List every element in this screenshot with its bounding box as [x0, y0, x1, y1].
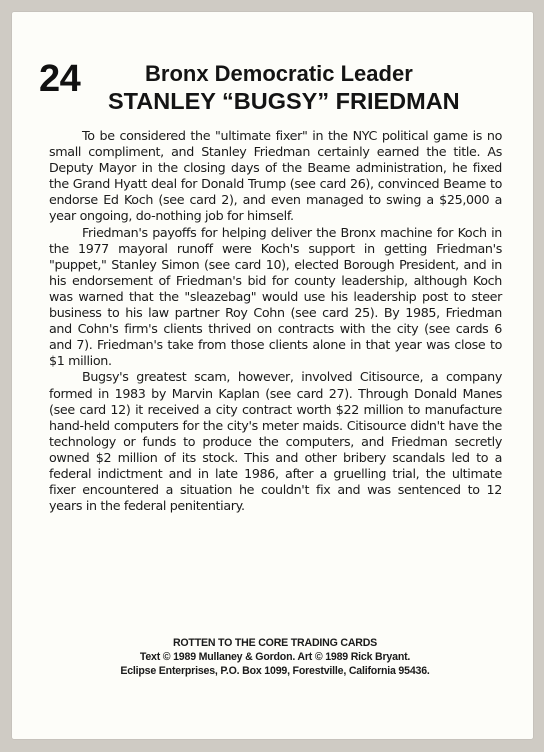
- card-body-text: [49, 128, 502, 514]
- card-subtitle: Bronx Democratic Leader: [145, 61, 413, 86]
- card-number: 24: [39, 58, 81, 100]
- body-paragraph: To be considered the "ultimate fixer" in the NYC political game is no small compliment, and Stanley Friedman certainly earned the title. As Deputy Mayor in the closing days of the Beame administration, he fixed the Grand Hyatt deal for Donald Trump (see card 26), convinced Beame to endorse Ed Koch (see card 2), and even managed to swing a $25,000 a year ongoing, do-nothing job for himself.: [49, 128, 502, 224]
- body-paragraph: Friedman's payoffs for helping deliver the Bronx machine for Koch in the 1977 mayoral runoff were Koch's support in getting Friedman's "puppet," Stanley Simon (see card 10), elected Borough President, and in his endorsement of Friedman's bid for county leadership, although Koch was warned that the "sleazebag" would use his leadership post to steer business to his law partner Roy Cohn (see card 25). By 1985, Friedman and Cohn's firm's clients thrived on contracts with the city (see cards 6 and 7). Friedman's take from those clients alone in that year was close to $1 million.: [49, 224, 502, 369]
- footer-publisher: Eclipse Enterprises, P.O. Box 1099, Forestville, California 95436.: [120, 665, 430, 677]
- card-footer: [40, 636, 510, 678]
- footer-series: ROTTEN TO THE CORE TRADING CARDS: [172, 637, 378, 649]
- card-name-heading: STANLEY “BUGSY” FRIEDMAN: [108, 88, 460, 114]
- body-paragraph: Bugsy's greatest scam, however, involved Citisource, a company formed in 1983 by Marvin Kaplan (see card 27). Through Donald Manes (see card 12) it received a city contract worth $22 million to manufacture hand-held computers for the city's meter maids. Citisource didn't have the technology or funds to produce the computers, and Friedman secretly owned $2 million of its stock. This and other bribery scandals led to a federal indictment and in late 1986, after a gruelling trial, the ultimate fixer encountered a situation he couldn't fix and was sentenced to 12 years in the federal penitentiary.: [49, 369, 502, 514]
- footer-credits: Text © 1989 Mullaney & Gordon. Art © 1989 Rick Bryant.: [139, 651, 411, 663]
